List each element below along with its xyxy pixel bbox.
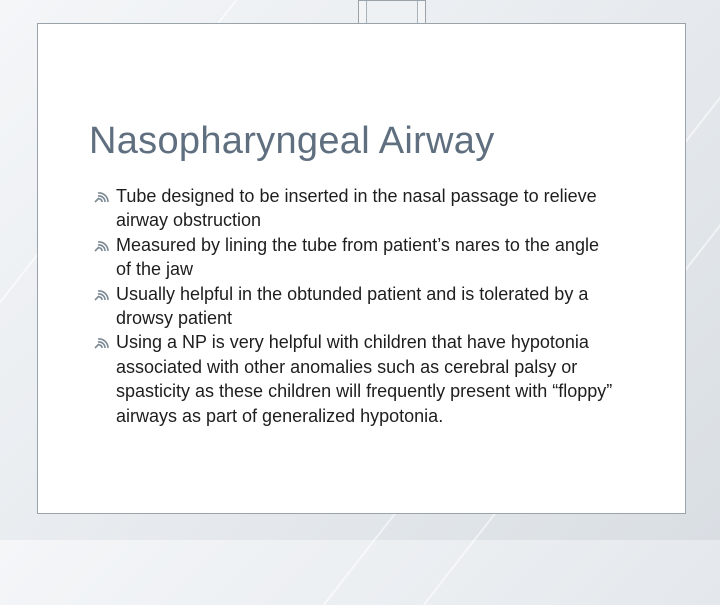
wifi-arrow-bullet-icon <box>94 337 110 349</box>
bullet-item <box>94 233 614 282</box>
wifi-arrow-bullet-icon <box>94 191 110 203</box>
slide-title: Nasopharyngeal Airway <box>89 120 495 162</box>
bullet-item <box>94 330 614 428</box>
wifi-arrow-bullet-icon <box>94 240 110 252</box>
bullet-list <box>94 184 614 428</box>
bullet-text: Tube designed to be inserted in the nasal passage to relieve airway obstruction <box>116 186 597 231</box>
bullet-item <box>94 282 614 331</box>
bullet-text: Usually helpful in the obtunded patient and is tolerated by a drowsy patient <box>116 283 589 329</box>
wifi-arrow-bullet-icon <box>94 289 110 301</box>
bullet-item <box>94 184 614 233</box>
bullet-text: Using a NP is very helpful with children that have hypotonia associated with other anomalies such as cerebral palsy or spasticity as these children will frequently present with “floppy” airways as part of generalized hypotonia. <box>116 332 613 426</box>
bullet-text: Measured by lining the tube from patient’s nares to the angle of the jaw <box>116 234 599 280</box>
